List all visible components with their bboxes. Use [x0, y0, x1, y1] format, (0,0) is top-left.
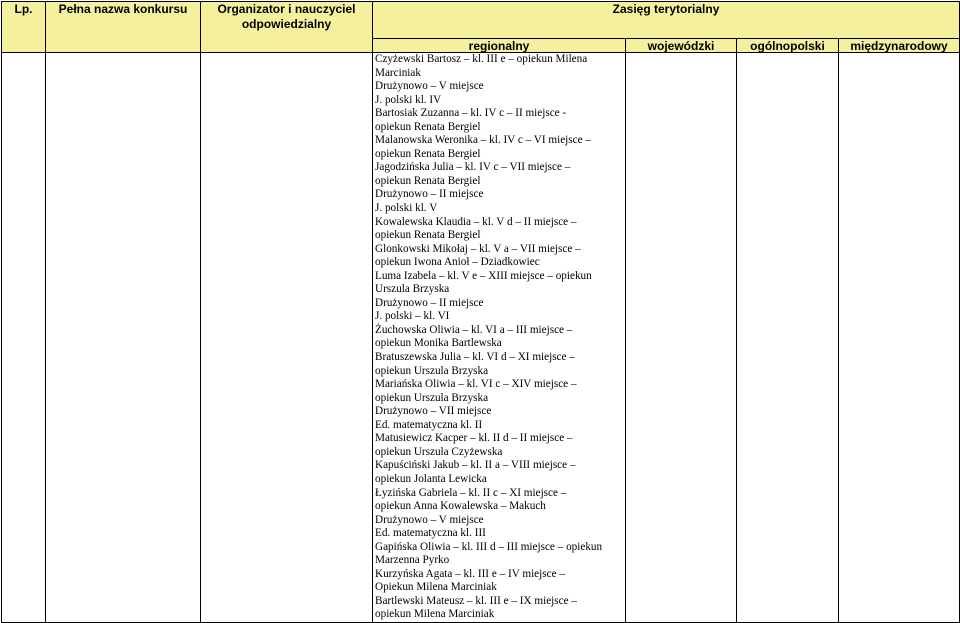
result-line: Bartlewski Mateusz – kl. III e – IX miejsce – [375, 594, 577, 607]
result-line: J. polski – kl. VI [375, 310, 450, 323]
header-lp: Lp. [2, 2, 46, 53]
result-line: Żuchowska Oliwia – kl. VI a – III miejsce – [375, 323, 573, 336]
result-line: Łyzińska Gabriela – kl. II c – XI miejsce – [375, 486, 567, 499]
result-line: opiekun Monika Bartlewska [375, 337, 502, 350]
result-line: Drużynowo – VII miejsce [375, 405, 492, 418]
result-line: opiekun Urszula Czyżewska [375, 445, 503, 458]
result-line: J. polski kl. IV [375, 93, 442, 106]
result-line: Bartosiak Zuzanna – kl. IV c – II miejsce - [375, 107, 567, 120]
cell-regional [373, 53, 626, 623]
result-line: opiekun Anna Kowalewska – Makuch [375, 500, 546, 513]
header-row [2, 2, 960, 39]
result-line: Kurzyńska Agata – kl. III e – IV miejsce – [375, 567, 565, 580]
header-national: ogólnopolski [737, 39, 839, 53]
result-line: Ed. matematyczna kl. II [375, 418, 483, 431]
result-line: opiekun Jolanta Lewicka [375, 472, 487, 485]
header-organizer: Organizator i nauczyciel odpowiedzialny [201, 2, 373, 53]
result-line: opiekun Renata Bergiel [375, 174, 481, 187]
header-international: międzynarodowy [839, 39, 960, 53]
result-line: Malanowska Weronika – kl. IV c – VI miejsce – [375, 134, 591, 147]
cell-organizer [201, 53, 373, 623]
cell-national [737, 53, 839, 623]
result-line: Gapińska Oliwia – kl. III d – III miejsce – opiekun [375, 540, 603, 553]
result-line: Marciniak [375, 66, 421, 79]
result-line: Jagodzińska Julia – kl. IV c – VII miejsce – [375, 161, 571, 174]
result-line: Drużynowo – II miejsce [375, 296, 484, 309]
result-line: Kowalewska Klaudia – kl. V d – II miejsce – [375, 215, 577, 228]
result-line: opiekun Renata Bergiel [375, 120, 481, 133]
header-contest-name: Pełna nazwa konkursu [46, 2, 201, 53]
header-territorial-scope: Zasięg terytorialny [373, 2, 960, 39]
result-line: Luma Izabela – kl. V e – XIII miejsce – opiekun [375, 269, 592, 282]
result-line: Drużynowo – V miejsce [375, 80, 484, 93]
result-line: Matusiewicz Kacper – kl. II d – II miejsce – [375, 432, 573, 445]
result-line: opiekun Milena Marciniak [375, 608, 495, 621]
result-line: Opiekun Milena Marciniak [375, 581, 497, 594]
cell-international [839, 53, 960, 623]
result-line: Glonkowski Mikołaj – kl. V a – VII miejsce – [375, 242, 581, 255]
cell-voivodeship [626, 53, 737, 623]
result-line: opiekun Urszula Brzyska [375, 391, 489, 404]
result-line: Ed. matematyczna kl. III [375, 527, 486, 540]
regional-results-list [373, 53, 625, 622]
results-row [2, 53, 960, 623]
result-line: Drużynowo – II miejsce [375, 188, 484, 201]
cell-contest-name [46, 53, 201, 623]
result-line: Kapuściński Jakub – kl. II a – VIII miejsce – [375, 459, 576, 472]
result-line: opiekun Renata Bergiel [375, 147, 481, 160]
result-line: Czyżewski Bartosz – kl. III e – opiekun Milena [375, 53, 588, 65]
contest-results-table [1, 1, 960, 623]
result-line: Urszula Brzyska [375, 283, 450, 296]
result-line: Mariańska Oliwia – kl. VI c – XIV miejsce – [375, 378, 577, 391]
header-voivodeship: wojewódzki [626, 39, 737, 53]
result-line: Drużynowo – V miejsce [375, 513, 484, 526]
result-line: opiekun Urszula Brzyska [375, 364, 489, 377]
result-line: opiekun Renata Bergiel [375, 229, 481, 242]
result-line: J. polski kl. V [375, 202, 438, 215]
result-line: Bratuszewska Julia – kl. VI d – XI miejsce – [375, 351, 575, 364]
result-line: Marzenna Pyrko [375, 554, 450, 567]
result-line: opiekun Iwona Anioł – Dziadkowiec [375, 256, 540, 269]
cell-lp [2, 53, 46, 623]
header-regional: regionalny [373, 39, 626, 53]
